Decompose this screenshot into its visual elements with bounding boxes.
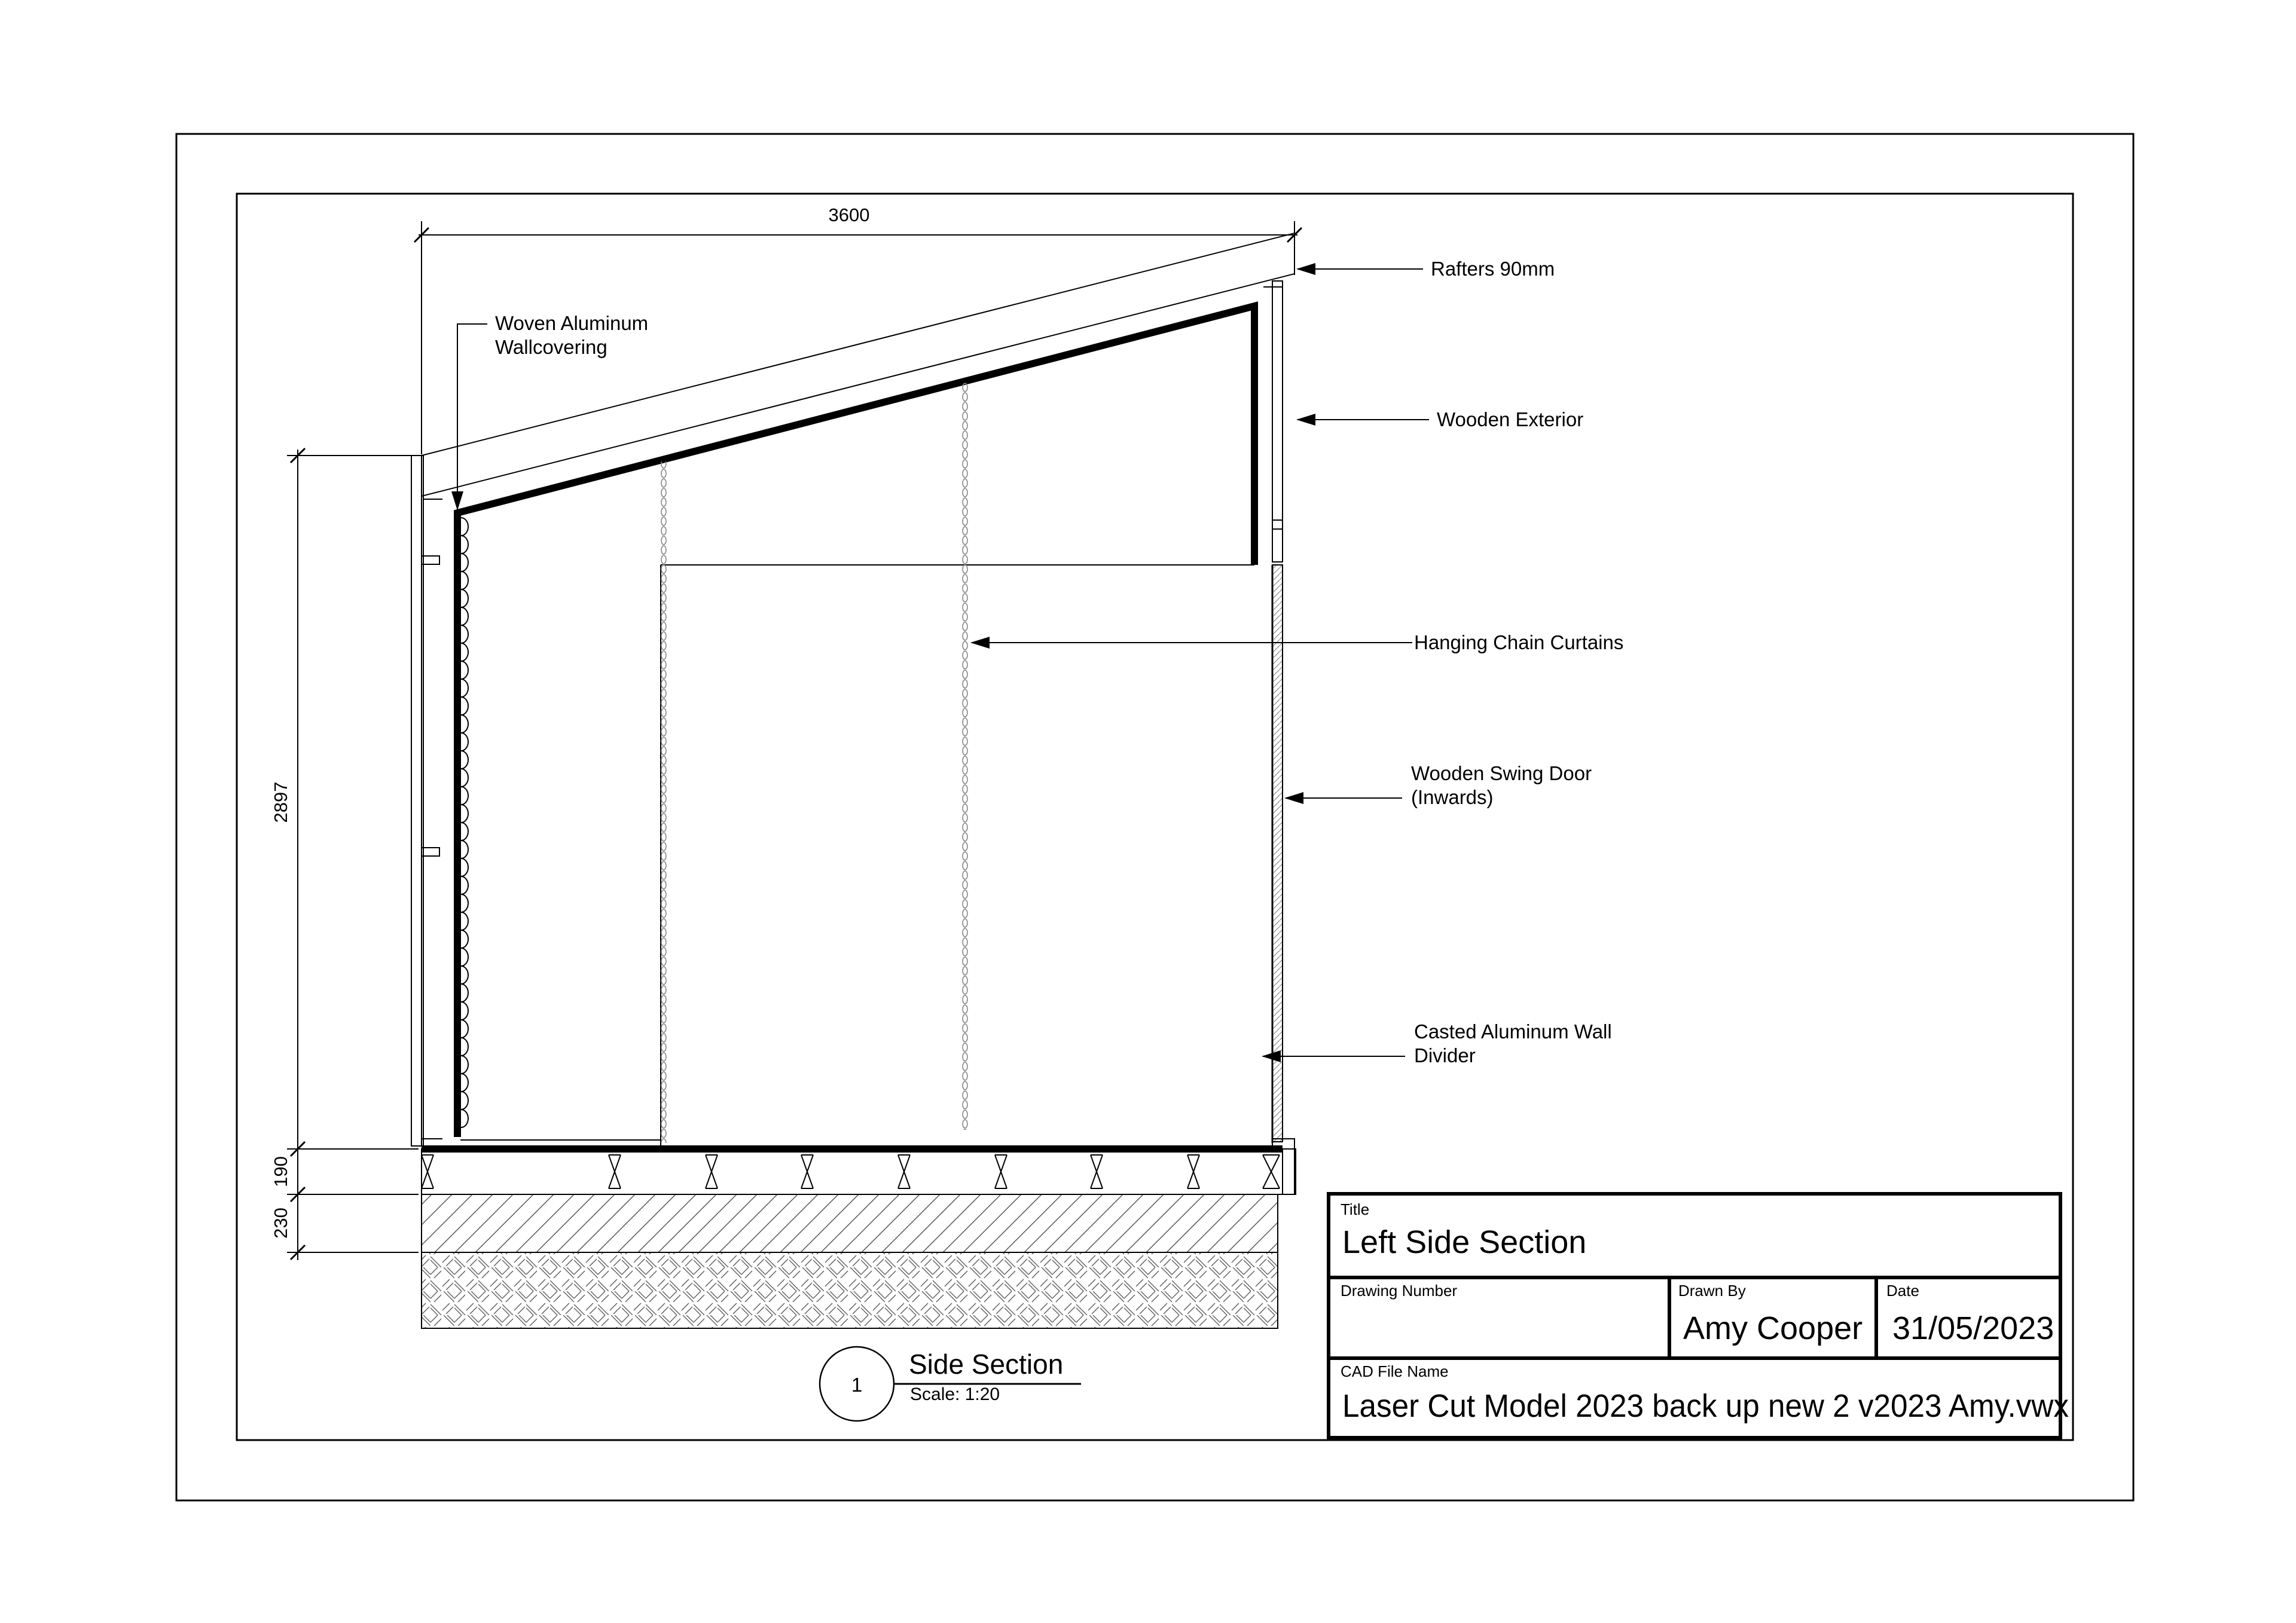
divider-label-line2: Divider — [1414, 1044, 1476, 1066]
dimension-joists-label: 190 — [270, 1156, 291, 1187]
section-tag-scale: Scale: 1:20 — [910, 1384, 1000, 1404]
chain-curtain-center — [962, 383, 969, 1130]
floor-joists — [422, 1149, 1296, 1194]
rafters-label: Rafters 90mm — [1431, 258, 1555, 280]
drawn-by-value: Amy Cooper — [1683, 1310, 1863, 1346]
wooden-swing-door — [1272, 565, 1283, 1142]
right-exterior-wall — [1272, 281, 1283, 562]
title-value: Left Side Section — [1342, 1224, 1587, 1260]
dimension-width-label: 3600 — [828, 204, 870, 225]
section-tag-title: Side Section — [909, 1349, 1064, 1380]
title-block — [1329, 1194, 2069, 1438]
wooden-exterior-label: Wooden Exterior — [1437, 408, 1584, 430]
dimension-slab-label: 230 — [270, 1208, 291, 1239]
woven-label-line2: Wallcovering — [495, 336, 607, 358]
chain-curtains-label: Hanging Chain Curtains — [1414, 631, 1624, 653]
woven-aluminum-wallcovering — [457, 306, 1254, 1137]
gravel-base — [422, 1252, 1278, 1328]
swing-door-label-line2: (Inwards) — [1411, 786, 1494, 808]
chain-curtain-left — [660, 461, 667, 1143]
cad-file-label: CAD File Name — [1341, 1362, 1449, 1380]
interior-partition — [460, 565, 1254, 1146]
section-tag-number: 1 — [851, 1374, 863, 1396]
divider-label-line1: Casted Aluminum Wall — [1414, 1020, 1612, 1043]
roof-rafters — [422, 233, 1294, 538]
dimension-heights — [270, 448, 419, 1260]
dimension-height-label: 2897 — [270, 781, 291, 823]
section-tag — [820, 1347, 1081, 1421]
woven-pattern — [461, 518, 468, 1127]
concrete-slab — [422, 1194, 1278, 1252]
date-label: Date — [1886, 1282, 1919, 1300]
left-exterior-wall — [411, 456, 442, 1146]
title-label: Title — [1341, 1200, 1370, 1218]
cad-file-value: Laser Cut Model 2023 back up new 2 v2023 Amy.vwx — [1342, 1388, 2069, 1424]
swing-door-label-line1: Wooden Swing Door — [1411, 762, 1592, 784]
date-value: 31/05/2023 — [1892, 1310, 2054, 1346]
woven-label-line1: Woven Aluminum — [495, 312, 649, 334]
drawn-by-label: Drawn By — [1678, 1282, 1746, 1300]
drawing-number-label: Drawing Number — [1341, 1282, 1458, 1300]
